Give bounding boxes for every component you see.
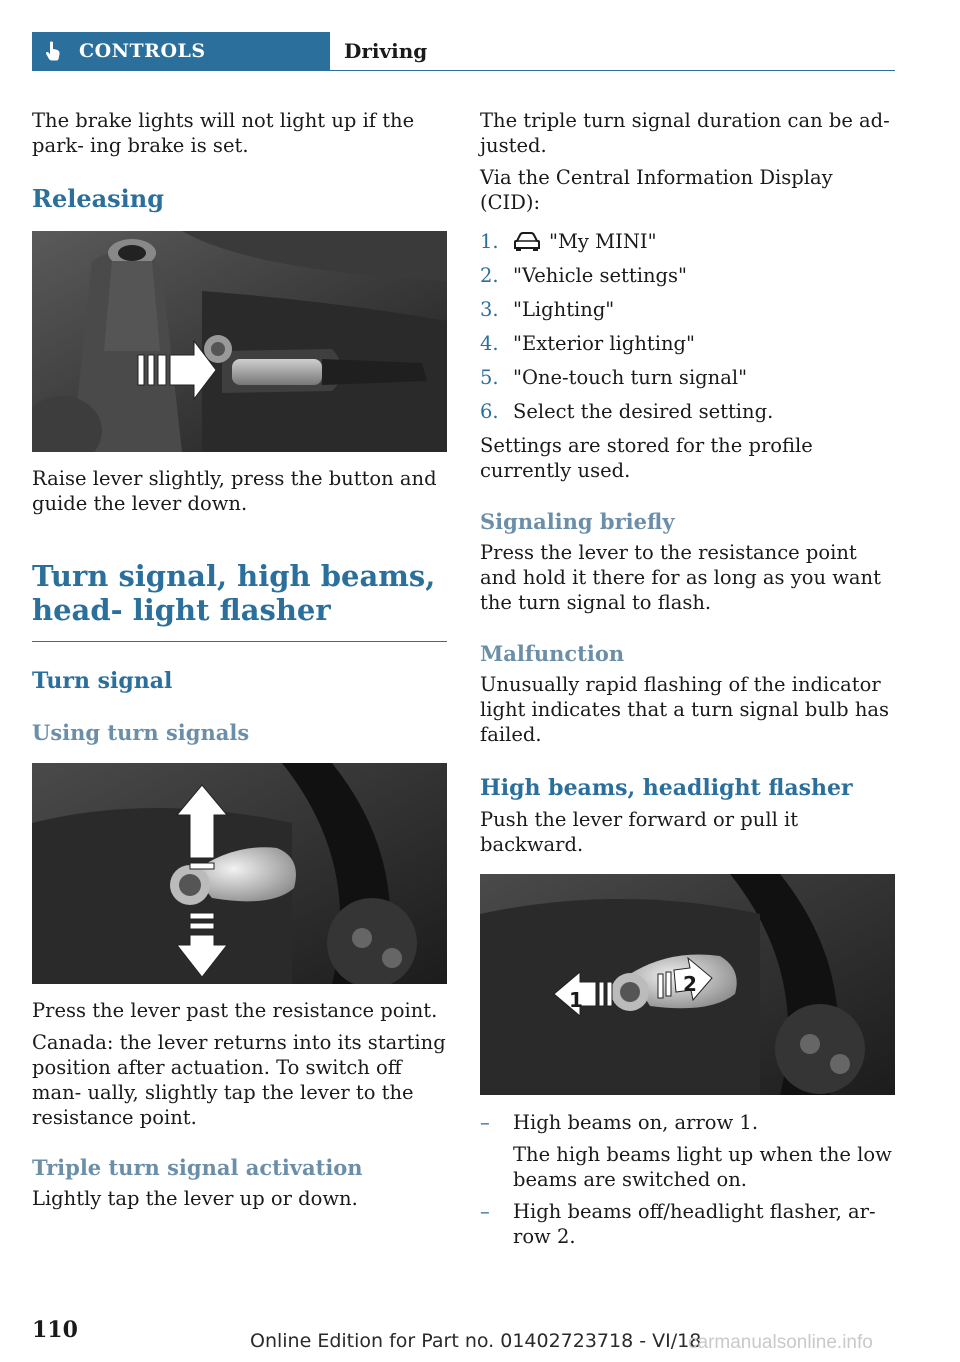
hold-lever-text: Press the lever to the resistance point and hold it there for as long as you want the turn signal to flash. [480, 541, 881, 614]
list-item: – High beams on, arrow 1. [480, 1111, 759, 1134]
heading-rule [32, 641, 447, 642]
list-item: – High beams off/headlight flasher, ar‐ row 2. [480, 1200, 876, 1248]
arrow-label-1: 1 [569, 988, 583, 1012]
turn-signal-heading: Turn signal [32, 668, 173, 694]
list-item: The high beams light up when the low beams are switched on. [513, 1143, 892, 1191]
duration-text: The triple turn signal duration can be ad‐ justed. [480, 109, 890, 157]
push-lever-text: Push the lever forward or pull it backward. [480, 808, 799, 856]
cid-steps-list [480, 229, 895, 424]
left-column [32, 108, 447, 1211]
rapid-flashing-text: Unusually rapid flashing of the indicator light indicates that a turn signal bulb has failed. [480, 673, 890, 746]
header-category-tab [32, 32, 330, 70]
car-icon [513, 231, 541, 253]
header-section: Driving [344, 39, 428, 63]
raise-lever-text: Raise lever slightly, press the button and guide the lever down. [32, 467, 437, 515]
arrow-label-2: 2 [683, 972, 697, 996]
list-item: 1. "My MINI" [480, 230, 657, 253]
signaling-briefly-heading: Signaling briefly [480, 509, 675, 534]
turn-signal-lever-image [32, 763, 447, 984]
lightly-tap-text: Lightly tap the lever up or down. [32, 1187, 358, 1210]
edition-footer: Online Edition for Part no. 01402723718 - VI/18 [250, 1330, 702, 1352]
hand-pointer-icon [45, 41, 61, 61]
right-column [480, 108, 895, 1249]
list-item: 3. "Lighting" [480, 298, 615, 321]
page-number: 110 [32, 1317, 78, 1343]
using-turn-signals-heading: Using turn signals [32, 720, 250, 745]
parking-brake-image [32, 231, 447, 452]
list-item: 5. "One-touch turn signal" [480, 366, 748, 389]
canada-text: Canada: the lever returns into its starting position after actuation. To switch off man‐ ually, slightly tap the lever to the resistance point. [32, 1031, 446, 1129]
settings-stored-text: Settings are stored for the profile currently used. [480, 434, 813, 482]
turn-signal-main-heading: Turn signal, high beams, head‐ light flasher [32, 559, 436, 627]
malfunction-heading: Malfunction [480, 641, 625, 666]
watermark: carmanualsonline.info [688, 1332, 873, 1353]
brake-lights-note: The brake lights will not light up if the park‐ ing brake is set. [32, 109, 415, 157]
releasing-heading: Releasing [32, 184, 165, 213]
list-item: 4. "Exterior lighting" [480, 332, 695, 355]
list-item: 6. Select the desired setting. [480, 400, 774, 423]
triple-turn-heading: Triple turn signal activation [32, 1155, 363, 1180]
header-category: CONTROLS [79, 40, 206, 62]
page-header [32, 32, 895, 71]
via-cid-text: Via the Central Information Display (CID): [480, 166, 833, 214]
press-past-text: Press the lever past the resistance point. [32, 999, 438, 1022]
high-beams-lever-image [480, 874, 895, 1095]
list-item: 2. "Vehicle settings" [480, 264, 687, 287]
high-beams-heading: High beams, headlight flasher [480, 775, 853, 801]
high-beams-list [480, 1110, 895, 1249]
